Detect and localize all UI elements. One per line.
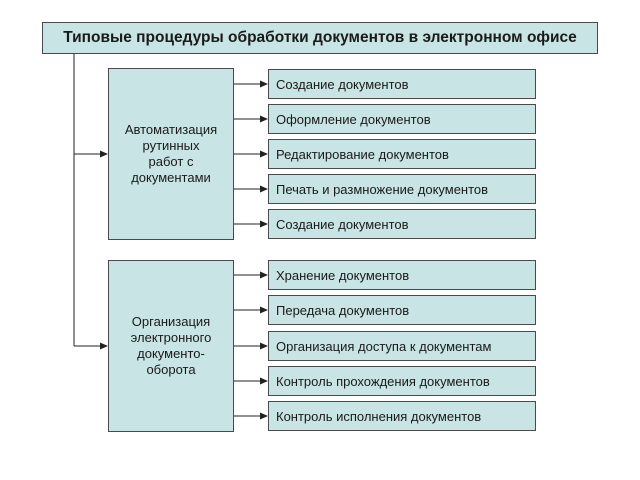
procedure-item: Контроль исполнения документов (268, 401, 536, 431)
category-label-line: Организация (131, 314, 211, 329)
category-label-line: рутинных (142, 138, 200, 153)
category-label-line: электронного (130, 330, 212, 345)
procedure-item: Создание документов (268, 209, 536, 239)
procedure-item: Оформление документов (268, 104, 536, 134)
category-label-line: работ с (148, 154, 194, 169)
procedure-item: Контроль прохождения документов (268, 366, 536, 396)
category-label-line: документами (131, 170, 211, 185)
diagram-title: Типовые процедуры обработки документов в электронном офисе (42, 22, 598, 54)
category-label-line: Автоматизация (124, 122, 218, 137)
procedure-item: Организация доступа к документам (268, 331, 536, 361)
category-label-line: оборота (146, 362, 196, 377)
procedure-item: Печать и размножение документов (268, 174, 536, 204)
category-label-line: документо- (137, 346, 205, 361)
procedure-item: Редактирование документов (268, 139, 536, 169)
procedure-item: Создание документов (268, 69, 536, 99)
procedure-item: Передача документов (268, 295, 536, 325)
category-document-flow (108, 260, 234, 432)
procedure-item: Хранение документов (268, 260, 536, 290)
category-automation (108, 68, 234, 240)
